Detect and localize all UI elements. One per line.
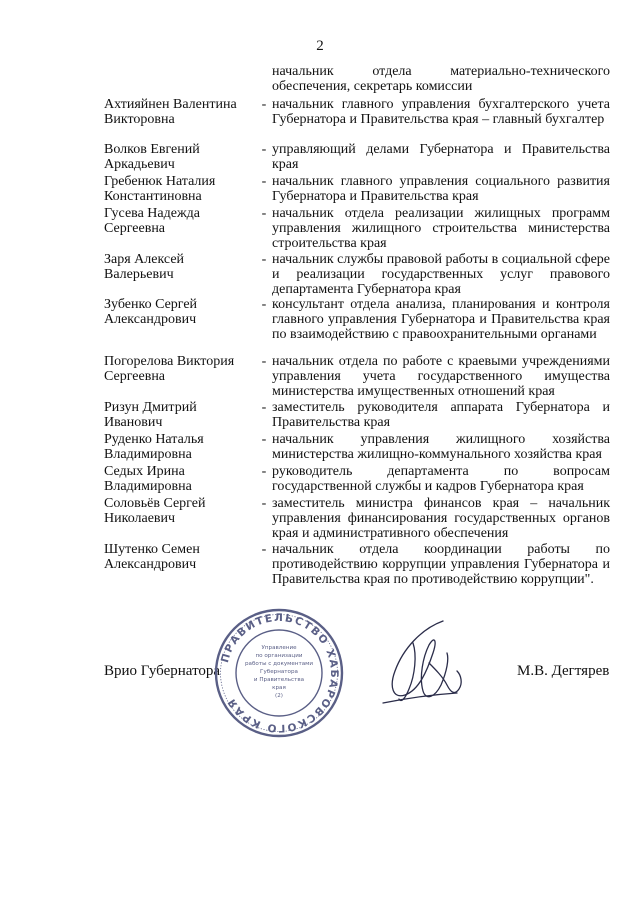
member-dash: - <box>261 252 267 267</box>
seal-line: и Правительства <box>253 677 305 683</box>
member-dash: - <box>261 464 267 479</box>
member-dash: - <box>261 142 267 157</box>
member-name: Гусева Надежда Сергеевна <box>104 206 200 236</box>
member-dash: - <box>261 206 267 221</box>
member-name: Руденко Наталья Владимировна <box>104 432 204 462</box>
member-name: Седых Ирина Владимировна <box>104 464 192 494</box>
member-name: Соловьёв Сергей Николаевич <box>104 496 206 526</box>
member-role: заместитель министра финансов края – начальник управления финансирования государственных органов края и административного обеспечения <box>272 496 610 541</box>
member-role: начальник отдела по работе с краевыми учреждениями управления учета государственного имущества министерства имущественных отношений края <box>272 354 610 399</box>
member-role: начальник отдела координации работы по противодействию коррупции управления Губернатора и Правительства края по противодействию коррупции". <box>272 542 610 587</box>
member-role: начальник управления жилищного хозяйства министерства жилищно-коммунального хозяйства края <box>272 432 610 462</box>
handwritten-signature <box>373 615 468 710</box>
seal-center-text <box>245 645 313 699</box>
member-role: консультант отдела анализа, планирования и контроля главного управления Губернатора и Правительства края по взаимодействию с правоохранительными органами <box>272 297 610 342</box>
member-role: начальник главного управления социального развития Губернатора и Правительства края <box>272 174 610 204</box>
secretary-role: начальник отдела материально-технического обеспечения, секретарь комиссии <box>272 64 610 94</box>
member-name: Погорелова Виктория Сергеевна <box>104 354 235 384</box>
signatory-title: Врио Губернатора <box>104 663 221 679</box>
member-role: руководитель департамента по вопросам государственной службы и кадров Губернатора края <box>272 464 610 494</box>
member-name: Ризун Дмитрий Иванович <box>104 400 197 430</box>
member-role: заместитель руководителя аппарата Губернатора и Правительства края <box>272 400 610 430</box>
seal-line: Управление <box>261 645 297 651</box>
signatory-name: М.В. Дегтярев <box>517 663 610 679</box>
seal-line: Губернатора <box>260 669 298 675</box>
member-role: начальник отдела реализации жилищных программ управления жилищного строительства министерства строительства края <box>272 206 610 251</box>
member-name: Ахтияйнен Валентина Викторовна <box>104 97 237 127</box>
official-seal <box>213 607 345 739</box>
member-dash: - <box>261 400 267 415</box>
member-name: Гребенюк Наталия Константиновна <box>104 174 216 204</box>
seal-line: по организации <box>255 653 303 659</box>
member-name: Волков Евгений Аркадьевич <box>104 142 200 172</box>
seal-ring-text: ПРАВИТЕЛЬСТВО ХАБАРОВСКОГО КРАЯ <box>219 611 341 735</box>
member-name: Шутенко Семен Александрович <box>104 542 200 572</box>
member-dash: - <box>261 297 267 312</box>
member-dash: - <box>261 496 267 511</box>
member-dash: - <box>261 174 267 189</box>
seal-line: (2) <box>275 693 283 699</box>
member-dash: - <box>261 354 267 369</box>
member-role: начальник службы правовой работы в социальной сфере и реализации государственных услуг правового департамента Губернатора края <box>272 252 611 297</box>
member-role: начальник главного управления бухгалтерского учета Губернатора и Правительства края – главный бухгалтер <box>272 97 610 127</box>
member-name: Зубенко Сергей Александрович <box>104 297 198 327</box>
member-name: Заря Алексей Валерьевич <box>104 252 185 282</box>
member-dash: - <box>261 542 267 557</box>
member-dash: - <box>261 97 267 112</box>
seal-line: работы с документами <box>245 661 313 667</box>
page-number: 2 <box>316 38 324 54</box>
seal-line: края <box>272 685 286 691</box>
member-role: управляющий делами Губернатора и Правительства края <box>272 142 610 172</box>
member-dash: - <box>261 432 267 447</box>
